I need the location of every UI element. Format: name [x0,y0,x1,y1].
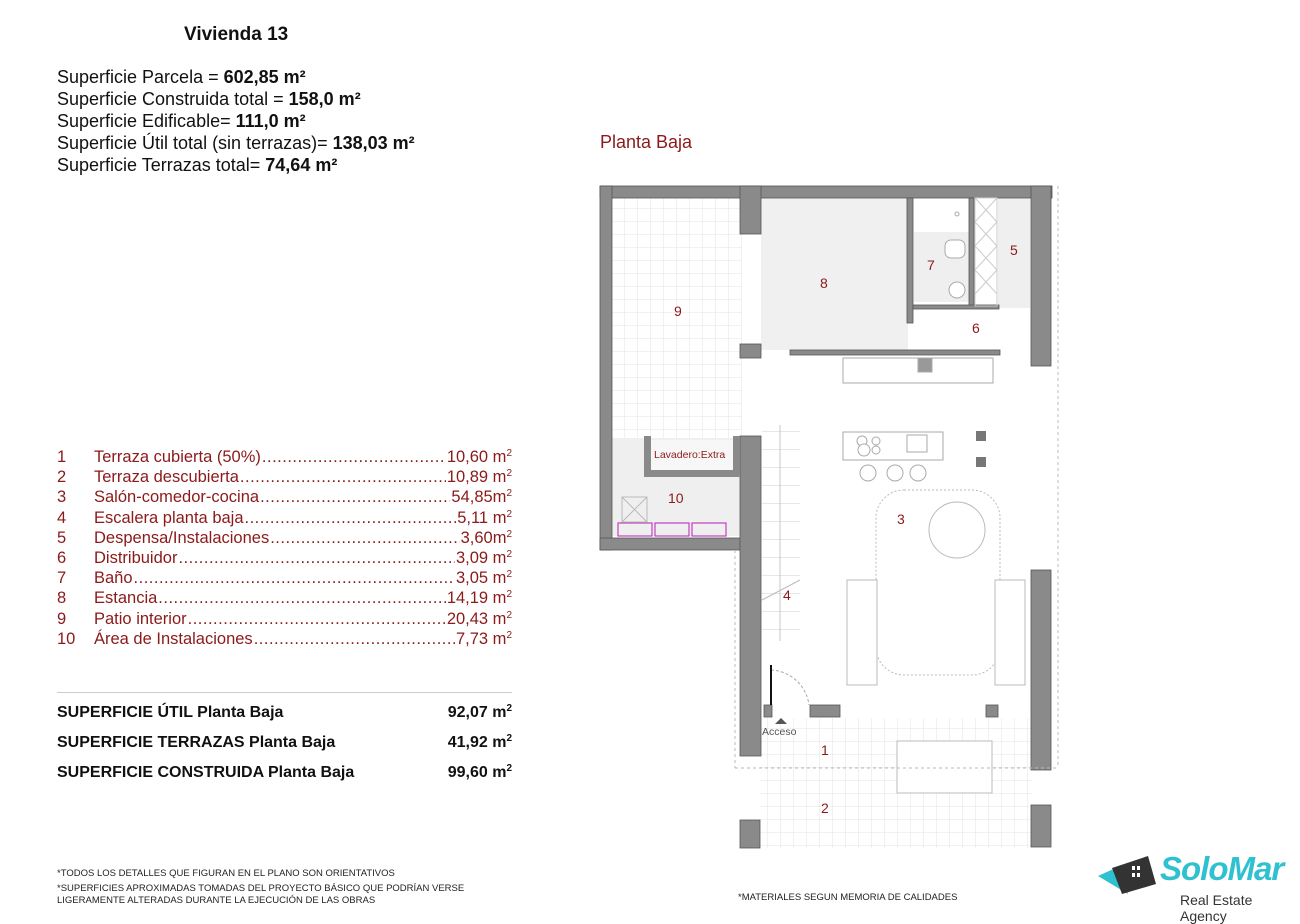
page-title: Vivienda 13 [184,24,289,45]
label-room-5: 5 [1010,242,1018,258]
list-item: 10 Área de Instalaciones ..... 7,73 $m^2$ [57,629,512,649]
plan-title: Planta Baja [600,132,693,152]
solomar-logo [1098,850,1288,924]
list-item: 2 Terraza descubierta ..... 10,89 $m^2$ [57,467,512,487]
list-item: 6 Distribuidor ..... 3,09 $m^2$ [57,548,512,568]
label-room-9: 9 [674,303,682,319]
shelves [975,198,997,306]
summary-terrazas: Superficie Terrazas total= 74,64 m² [57,155,338,175]
materials-note: *MATERIALES SEGUN MEMORIA DE CALIDADES [738,892,958,903]
label-room-8: 8 [820,275,828,291]
summary-construida: Superficie Construida total = 158,0 m² [57,89,361,109]
staircase [762,425,800,641]
estancia-floor [761,198,908,350]
logo-name: SoloMar [1160,850,1284,887]
summary-edificable: Superficie Edificable= 111,0 m² [57,111,306,131]
total-terrazas: SUPERFICIE TERRAZAS Planta Baja 41,92 $m^2$ [57,733,512,751]
list-item: 9 Patio interior ..... 20,43 $m^2$ [57,609,512,629]
list-item: 8 Estancia ..... 14,19 $m^2$ [57,588,512,608]
list-item: 7 Baño ..... 3,05 $m^2$ [57,568,512,588]
label-acceso: Acceso [762,726,797,738]
label-room-1: 1 [821,742,829,758]
label-room-4: 4 [783,587,791,603]
label-lavadero: Lavadero:Extra [654,449,726,461]
note-orientativos: *TODOS LOS DETALLES QUE FIGURAN EN EL PLANO SON ORIENTATIVOS [57,868,395,879]
label-room-2: 2 [821,800,829,816]
label-room-10: 10 [668,490,684,506]
summary-util: Superficie Útil total (sin terrazas)= 138,03 m² [57,133,415,153]
label-room-7: 7 [927,257,935,273]
note-superficies: *SUPERFICIES APROXIMADAS TOMADAS DEL PROYECTO BÁSICO QUE PODRÍAN VERSE [57,883,465,894]
summary-parcela: Superficie Parcela = 602,85 m² [57,67,306,87]
list-item: 4 Escalera planta baja ..... 5,11 $m^2$ [57,508,512,528]
total-construida: SUPERFICIE CONSTRUIDA Planta Baja 99,60 $m^2$ [57,763,512,781]
house-logo-icon [1098,854,1158,899]
total-util: SUPERFICIE ÚTIL Planta Baja 92,07 $m^2$ [57,703,512,721]
list-item: 5 Despensa/Instalaciones ..... $3,60m^2$ [57,528,512,548]
logo-tagline: Real Estate Agency [1180,892,1253,924]
label-room-3: 3 [897,511,905,527]
note-superficies-cont: LIGERAMENTE ALTERADAS DURANTE LA EJECUCIÓN DE LAS OBRAS [57,895,376,906]
label-room-6: 6 [972,320,980,336]
kitchen [843,358,993,481]
list-item: 3 Salón-comedor-cocina ..... $54,85m^2$ [57,487,512,507]
list-item: 1 Terraza cubierta (50%) ..... 10,60 $m^2$ [57,447,512,467]
